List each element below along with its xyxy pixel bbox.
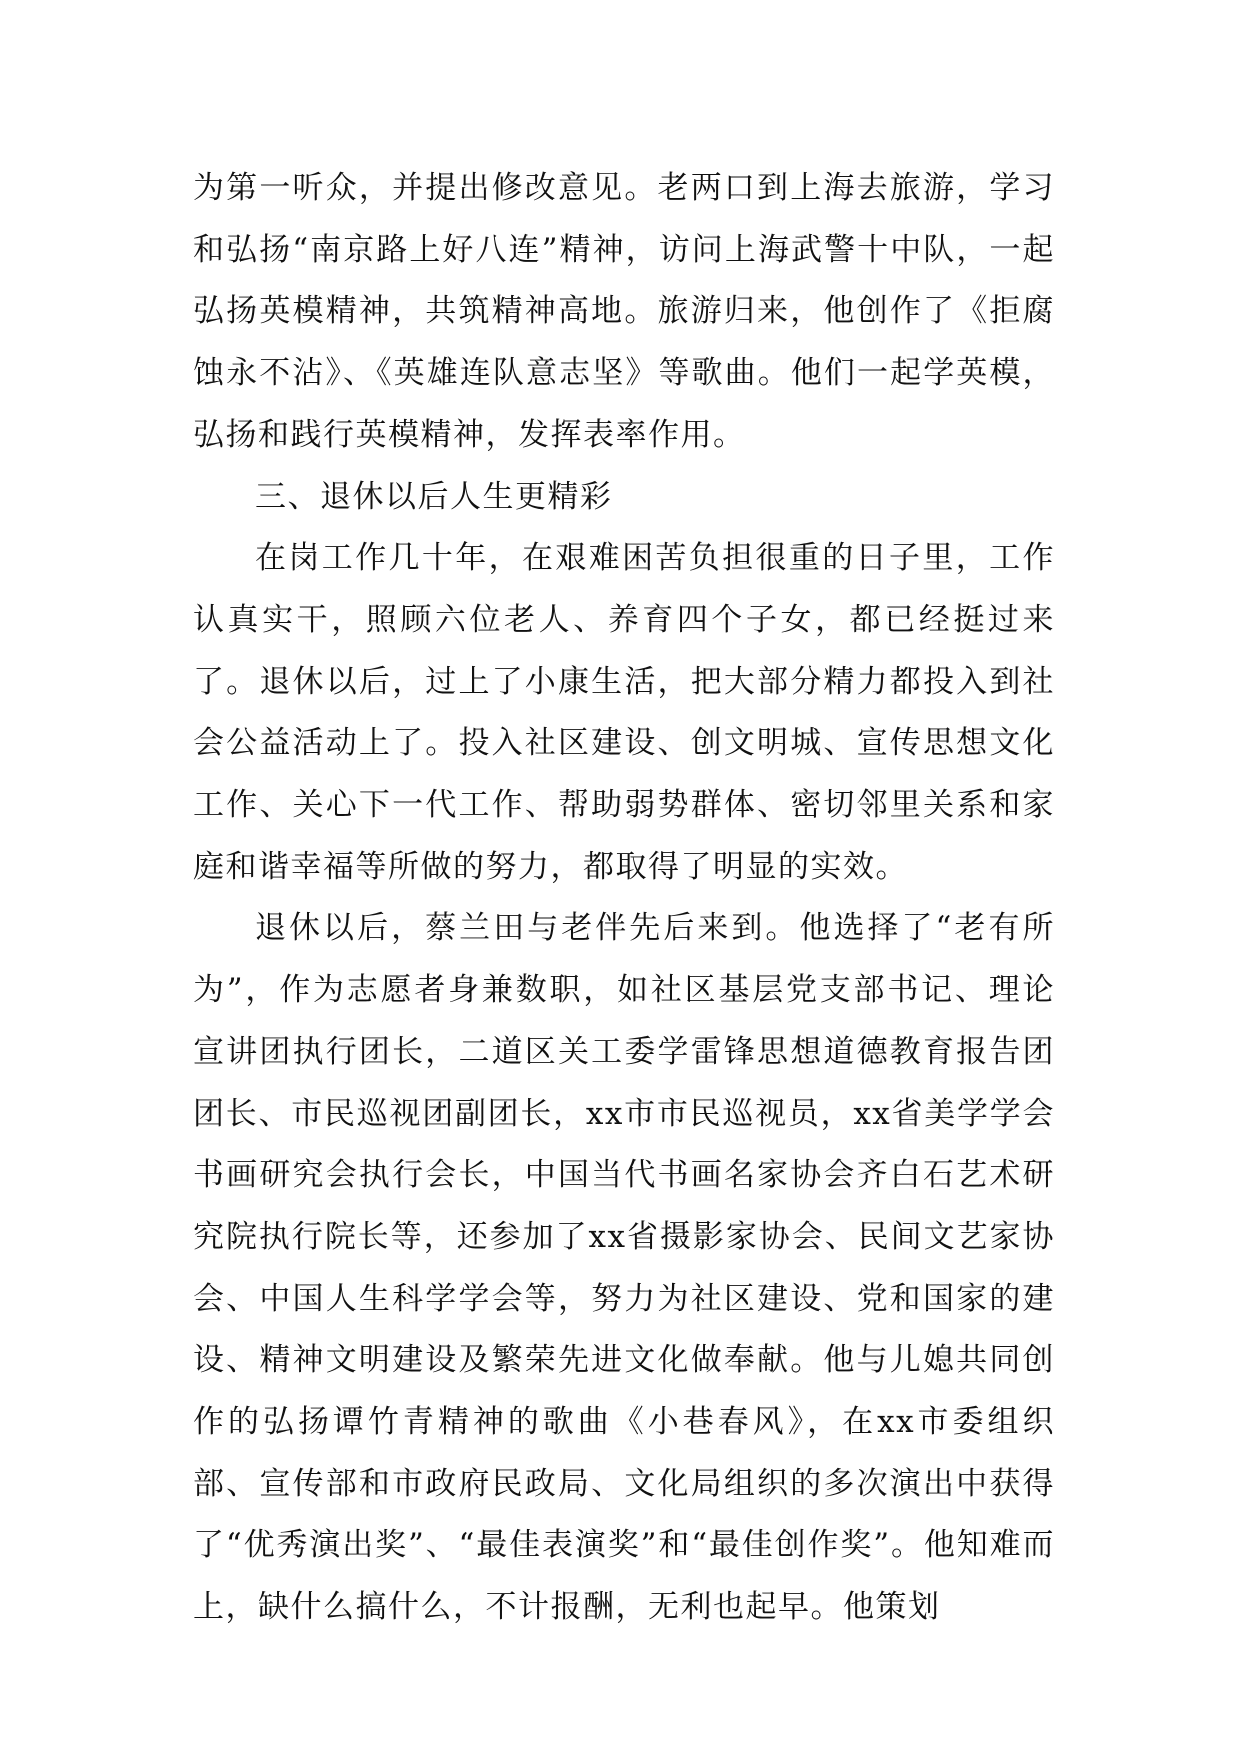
paragraph: 退休以后，蔡兰田与老伴先后来到。他选择了“老有所为”，作为志愿者身兼数职，如社区基层党支部书记、理论宣讲团执行团长，二道区关工委学雷锋思想道德教育报告团团长、市民巡视团副团长，xx市市民巡视员，xx省美学学会书画研究会执行会长，中国当代书画名家协会齐白石艺术研究院执行院长等，还参加了xx省摄影家协会、民间文艺家协会、中国人生科学学会等，努力为社区建设、党和国家的建设、精神文明建设及繁荣先进文化做奉献。他与儿媳共同创作的弘扬谭竹青精神的歌曲《小巷春风》，在xx市委组织部、宣传部和市政府民政局、文化局组织的多次演出中获得了“优秀演出奖”、“最佳表演奖”和“最佳创作奖”。他知难而上，缺什么搞什么，不计报酬，无利也起早。他策划 <box>193 910 1055 1626</box>
paragraph: 在岗工作几十年，在艰难困苦负担很重的日子里，工作认真实干，照顾六位老人、养育四个子女，都已经挺过来了。退休以后，过上了小康生活，把大部分精力都投入到社会公益活动上了。投入社区建设、创文明城、宣传思想文化工作、关心下一代工作、帮助弱势群体、密切邻里关系和家庭和谐幸福等所做的努力，都取得了明显的实效。 <box>193 540 1055 885</box>
paragraph-continuation: 为第一听众，并提出修改意见。老两口到上海去旅游，学习和弘扬“南京路上好八连”精神，访问上海武警十中队，一起弘扬英模精神，共筑精神高地。旅游归来，他创作了《拒腐蚀永不沾》、《英雄连队意志坚》等歌曲。他们一起学英模，弘扬和践行英模精神，发挥表率作用。 <box>193 170 1055 453</box>
document-body <box>193 158 1055 1639</box>
section-heading: 三、退休以后人生更精彩 <box>255 478 613 515</box>
